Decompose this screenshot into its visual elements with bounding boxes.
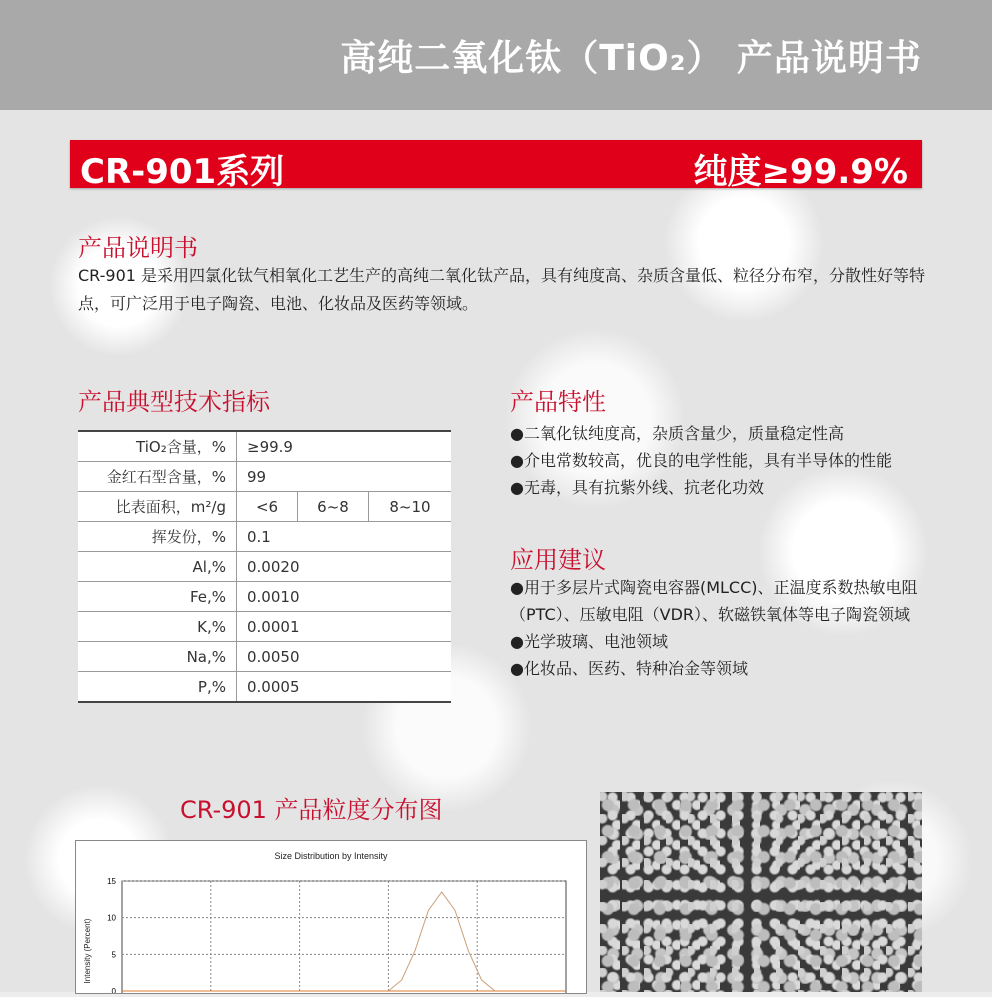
table-row	[78, 612, 451, 642]
spec-value: 0.0050	[237, 642, 452, 672]
chart-ylabel: Intensity (Percent)	[83, 918, 92, 984]
applications-heading: 应用建议	[510, 546, 606, 574]
spec-label: Na,%	[78, 642, 237, 672]
chart-ticks	[107, 877, 116, 993]
table-row	[78, 462, 451, 492]
chart-svg	[76, 841, 586, 993]
spec-value: ≥99.9	[237, 431, 452, 462]
table-row	[78, 552, 451, 582]
list-item: ●介电常数较高，优良的电学性能，具有半导体的性能	[510, 451, 892, 470]
y-tick-label: 15	[107, 877, 116, 886]
series-line	[388, 892, 495, 991]
chart-frame	[122, 881, 566, 993]
purity-label: 纯度≥99.9%	[693, 152, 908, 192]
header-bar	[0, 0, 992, 110]
table-row	[78, 672, 451, 703]
spec-label: TiO₂含量，%	[78, 431, 237, 462]
spec-label: Al,%	[78, 552, 237, 582]
y-tick-label: 0	[111, 987, 116, 993]
list-item: ●二氧化钛纯度高，杂质含量少，质量稳定性高	[510, 424, 844, 443]
table-row	[78, 522, 451, 552]
table-row	[78, 492, 451, 522]
spec-label: P,%	[78, 672, 237, 703]
spec-value: 0.0010	[237, 582, 452, 612]
list-item: ●用于多层片式陶瓷电容器(MLCC)、正温度系数热敏电阻（PTC）、压敏电阻（VDR）、软磁铁氧体等电子陶瓷领域	[510, 578, 918, 624]
chart-grid	[122, 881, 566, 993]
series-name: CR-901系列	[80, 152, 285, 192]
spec-label: 挥发份，%	[78, 522, 237, 552]
table-row	[78, 431, 451, 462]
spec-value: 0.0020	[237, 552, 452, 582]
applications-list	[510, 574, 922, 682]
spec-value: 99	[237, 462, 452, 492]
chart-title: Size Distribution by Intensity	[274, 851, 388, 861]
page-title: 高纯二氧化钛（TiO₂） 产品说明书	[340, 38, 922, 79]
spec-label: 比表面积，m²/g	[78, 492, 237, 522]
y-tick-label: 5	[111, 950, 116, 960]
intro-paragraph: CR-901 是采用四氯化钛气相氧化工艺生产的高纯二氧化钛产品，具有纯度高、杂质含量低、粒径分布窄，分散性好等特点，可广泛用于电子陶瓷、电池、化妆品及医药等领域。	[78, 266, 926, 313]
series-banner	[70, 140, 922, 192]
distribution-heading: CR-901 产品粒度分布图	[180, 796, 443, 824]
spec-value: 8~10	[369, 492, 452, 522]
spec-value: 0.0001	[237, 612, 452, 642]
spec-label: K,%	[78, 612, 237, 642]
features-heading: 产品特性	[510, 388, 606, 416]
spec-label: Fe,%	[78, 582, 237, 612]
table-row	[78, 642, 451, 672]
features-list	[510, 420, 922, 501]
sem-micrograph	[600, 792, 922, 992]
list-item: ●无毒，具有抗紫外线、抗老化功效	[510, 478, 764, 497]
specs-heading: 产品典型技术指标	[78, 388, 270, 416]
table-row	[78, 582, 451, 612]
spec-table	[78, 430, 451, 703]
spec-value: 6~8	[298, 492, 369, 522]
spec-value: 0.0005	[237, 672, 452, 703]
list-item: ●化妆品、医药、特种冶金等领域	[510, 659, 748, 678]
spec-value: <6	[237, 492, 298, 522]
spec-label: 金红石型含量，%	[78, 462, 237, 492]
size-distribution-chart	[75, 840, 587, 994]
y-tick-label: 10	[107, 913, 116, 923]
spec-value: 0.1	[237, 522, 452, 552]
list-item: ●光学玻璃、电池领域	[510, 632, 668, 651]
intro-heading: 产品说明书	[78, 234, 198, 262]
